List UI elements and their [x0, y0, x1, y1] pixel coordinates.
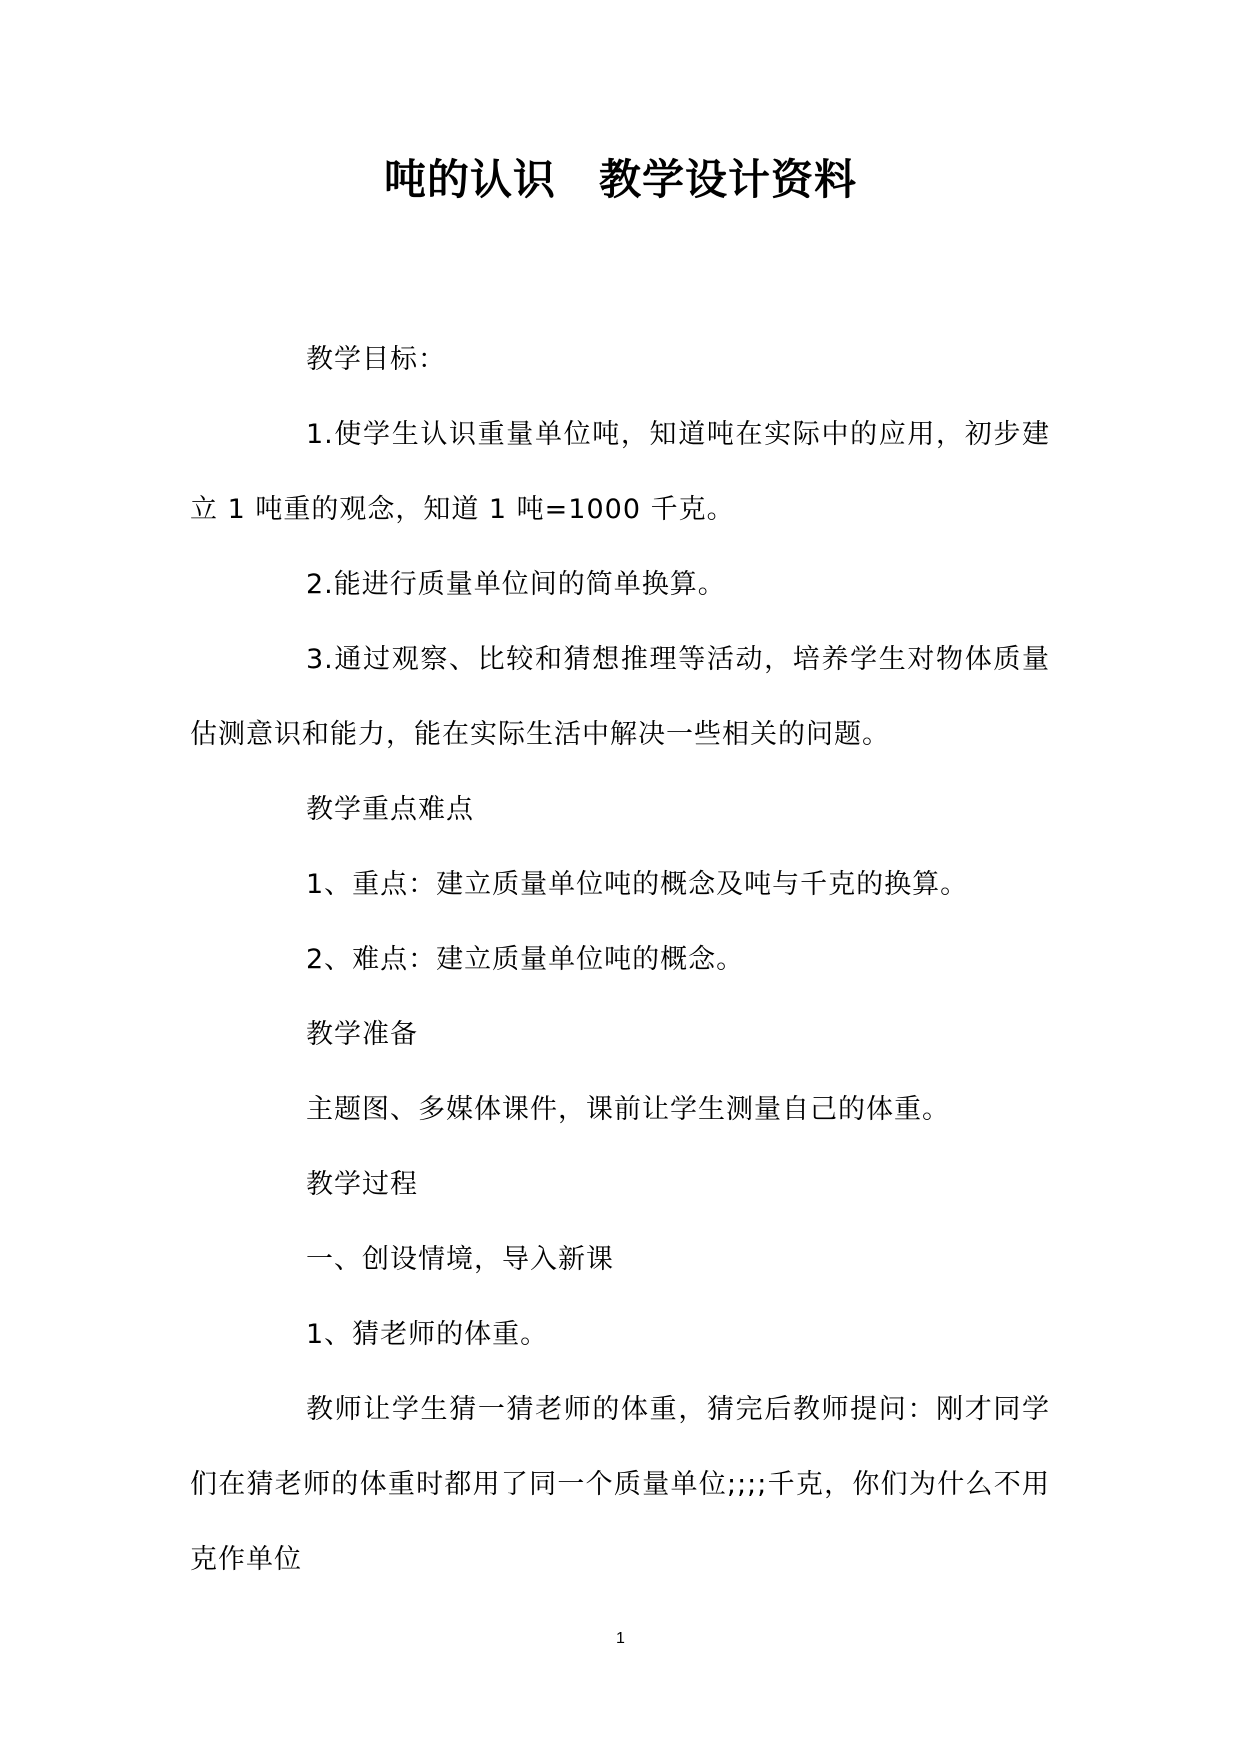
paragraph-section-1-heading: 一、创设情境，导入新课 [306, 1244, 614, 1275]
paragraph-key-points-heading: 教学重点难点 [306, 794, 474, 825]
paragraph-preparation-heading: 教学准备 [306, 1019, 418, 1050]
paragraph-objectives-heading: 教学目标： [306, 344, 446, 375]
paragraph-difficulty: 2、难点：建立质量单位吨的概念。 [306, 944, 745, 975]
paragraph-objective-2: 2.能进行质量单位间的简单换算。 [306, 569, 726, 600]
paragraph-preparation: 主题图、多媒体课件，课前让学生测量自己的体重。 [306, 1094, 950, 1125]
paragraph-step-1-text: 教师让学生猜一猜老师的体重，猜完后教师提问：刚才同学们在猜老师的体重时都用了同一个质量单位;;;;千克，你们为什么不用克作单位 [190, 1394, 1050, 1575]
page-number: 1 [616, 1630, 625, 1647]
document-title: 吨的认识 教学设计资料 [383, 155, 857, 204]
paragraph-objective-3: 3.通过观察、比较和猜想推理等活动，培养学生对物体质量估测意识和能力，能在实际生活中解决一些相关的问题。 [190, 644, 1050, 750]
paragraph-process-heading: 教学过程 [306, 1169, 418, 1200]
paragraph-key-point: 1、重点：建立质量单位吨的概念及吨与千克的换算。 [306, 869, 969, 900]
paragraph-objective-1: 1.使学生认识重量单位吨，知道吨在实际中的应用，初步建立 1 吨重的观念，知道 1 吨=1000 千克。 [190, 419, 1050, 525]
document-body [190, 322, 1050, 1597]
paragraph-step-1-heading: 1、猜老师的体重。 [306, 1319, 549, 1350]
